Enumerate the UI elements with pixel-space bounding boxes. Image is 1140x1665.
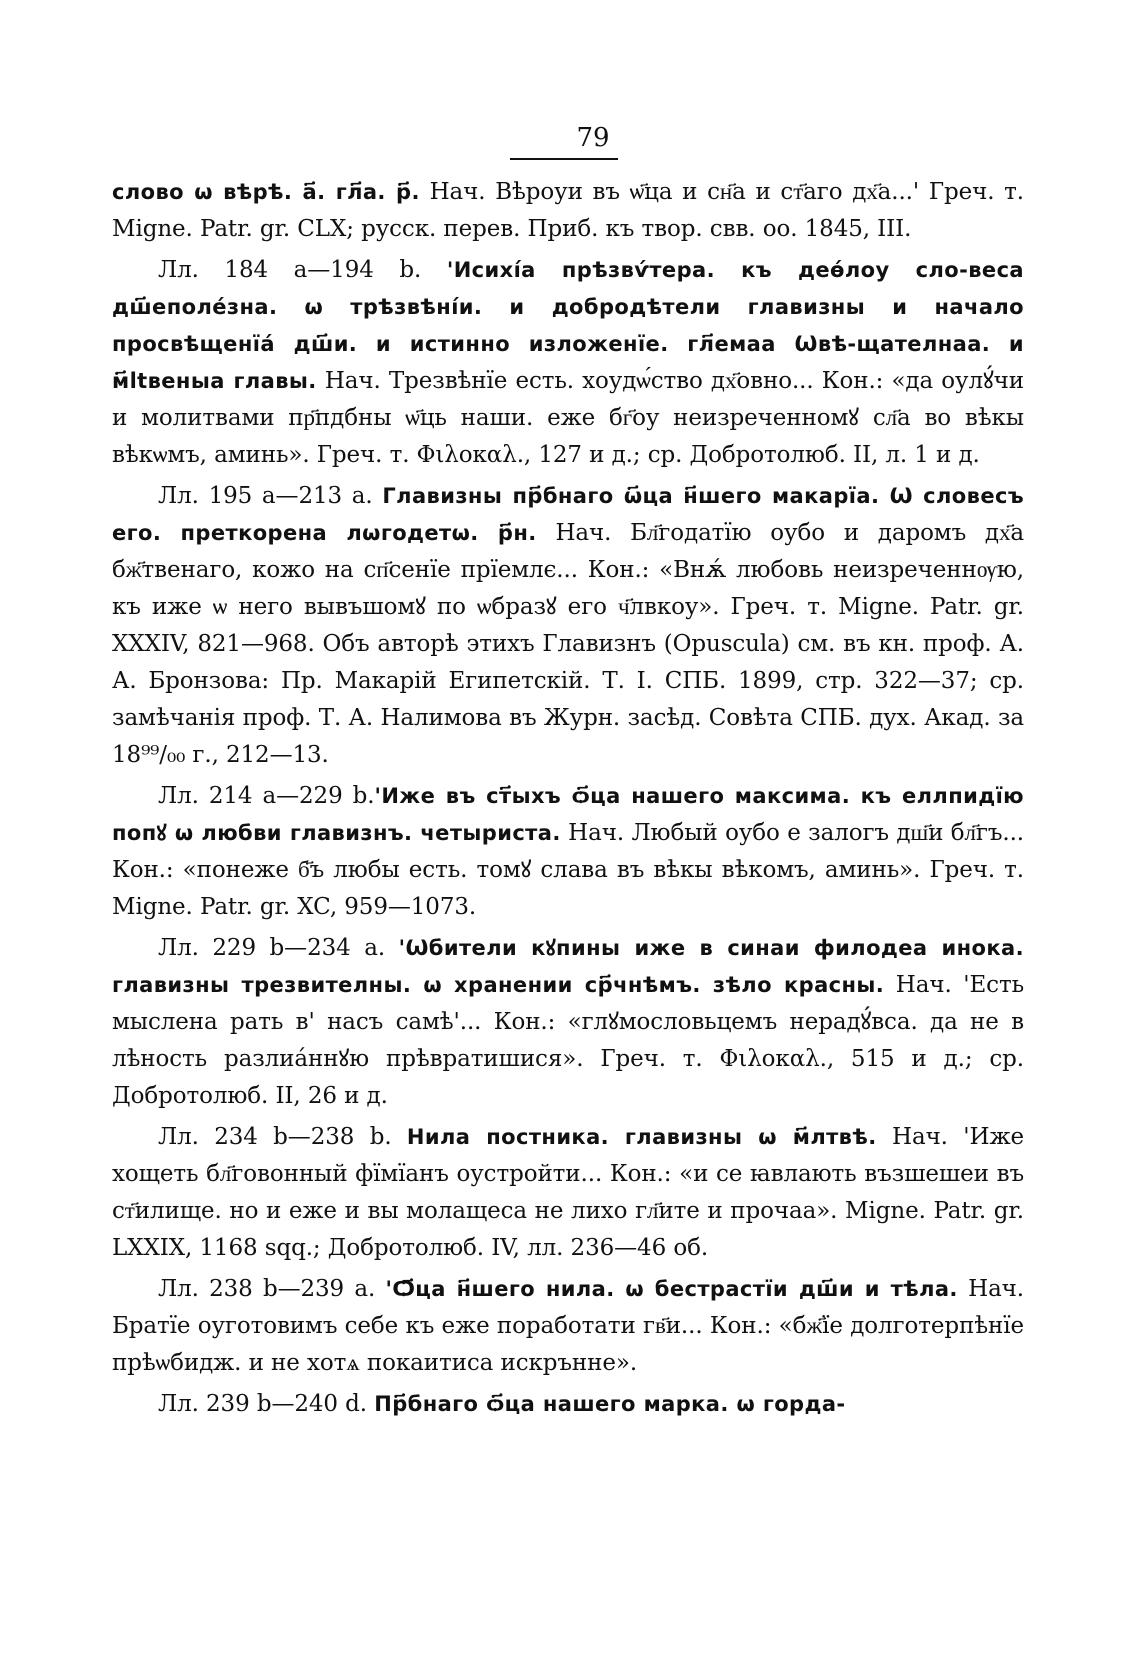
page-number-rule — [510, 158, 618, 160]
folio-range: Лл. 184 a—194 b. — [158, 257, 447, 283]
paragraph-text: Нач. Братїе оуготовимъ себе къ еже поработати гв҃и... Кон.: «бж҃їе долготерпѣнїе прѣѡбидж. и не хотѧ покаитиса искрънне». — [112, 1276, 1024, 1376]
church-slavonic-title: Главизны пр҃бнаго ѡ҃ца н҃шего макарїа. Ѡ словесъ его. преткорена лѡгодетѡ. р҃н. — [112, 484, 1024, 545]
paragraph-7 — [112, 1271, 1024, 1382]
paragraph-8 — [112, 1386, 1024, 1423]
paragraph-5 — [112, 930, 1024, 1115]
paragraph-1 — [112, 174, 1024, 248]
paragraph-text: Нач. Бл҃годатїю оубо и даромъ дх҃а бж҃твенаго, кожо на сп҃сенїе прїемлє... Кон.: «Внѫ́ любовь неизреченнѹю, къ иже ѡ него вывъшомꙋ по ѡбразꙋ его ч҃лвкоу». Греч. т. Migne. Patr. gr. XXXIV, 821—968. Объ авторѣ этихъ Главизнъ (Opuscula) см. въ кн. проф. А. А. Бронзова: Пр. Макарій Египетскій. Т. I. СПБ. 1899, стр. 322—37; ср. замѣчанія проф. Т. А. Налимова въ Журн. засѣд. Совѣта СПБ. дух. Акад. за 18⁹⁹/₀₀ г., 212—13. — [112, 520, 1024, 768]
paragraph-text: Нач. 'Иже хощеть бл҃говонный фїмїанъ оустройти... Кон.: «и се ꙗвлають възшешеи въ ст҃илище. но и еже и вы молащеса не лихо гл҃ите и прочаа». Migne. Patr. gr. LXXIX, 1168 sqq.; Добротолюб. IV, лл. 236—46 об. — [112, 1124, 1025, 1261]
folio-range: Лл. 238 b—239 a. — [158, 1276, 386, 1302]
church-slavonic-title: слово ѡ вѣрѣ. а҃. гл҃а. р҃. — [112, 180, 420, 204]
paragraph-text: Нач. Любый оубо е залогъ дш҃и бл҃гъ... Кон.: «понеже б҃ъ любы есть. томꙋ слава въ вѣкы вѣкомъ, аминь». Греч. т. Migne. Patr. gr. XC, 959—1073. — [112, 820, 1024, 920]
paragraph-2 — [112, 252, 1024, 474]
page — [112, 120, 1024, 1427]
church-slavonic-title: 'Ѻ҃ца н҃шего нила. ѡ бестрастїи дш҃и и тѣла. — [385, 1277, 958, 1301]
paragraph-3 — [112, 478, 1024, 774]
church-slavonic-title: 'Иже въ ст҃ыхъ ѻ҃ца нашего максима. къ еллпидїю попꙋ ѡ любви главизнъ. четыриста. — [112, 784, 1024, 845]
paragraph-6 — [112, 1119, 1024, 1267]
church-slavonic-title: 'Ѡбители кꙋпины иже в синаи филодеа инока. главизны трезвителны. ѡ хранении ср҃чнѣмъ. зѣло красны. — [112, 936, 1024, 997]
paragraph-text: Нач. Трезвѣнїе есть. хоудѡ́ство дх҃овно... Кон.: «да оулꙋ́чи и молитвами пр҃пдбны ѡ҃ць наши. еже бг҃оу неизреченномꙋ сл҃а во вѣкы вѣкѡмъ, аминь». Греч. т. Φιλοκαλ., 127 и д.; ср. Добротолюб. II, л. 1 и д. — [112, 368, 1024, 468]
church-slavonic-title: 'Исихі́а прѣзвѵ́тера. къ деѳ́лоу сло-веса дш҃еполе́зна. ѡ трѣзвѣні́и. и добродѣтели главизны и начало просвѣщенїа́ дш҃и. и истинно изложенїе. гл҃емаа Ѡвѣ-щателнаа. и м҃ltвеныа главы. — [112, 258, 1024, 393]
folio-range: Лл. 234 b—238 b. — [158, 1124, 407, 1150]
page-number: 79 — [576, 123, 610, 153]
church-slavonic-title: Нила постника. главизны ѡ м҃лтвѣ. — [406, 1125, 877, 1149]
paragraph-text: Нач. Вѣроуи въ ѡ҃ца и сн҃а и ст҃аго дх҃а...' Греч. т. Migne. Patr. gr. CLX; русск. перев. Приб. къ твор. свв. оо. 1845, III. — [112, 179, 1024, 242]
folio-range: Лл. 195 a—213 a. — [158, 483, 383, 509]
paragraph-text: Нач. 'Есть мыслена рать в' насъ самѣ'... Кон.: «глꙋмословьцемъ нерадꙋ́вса. да не в лѣность разлиа́ннꙋю прѣвратишися». Греч. т. Φιλοκαλ., 515 и д.; ср. Добротолюб. II, 26 и д. — [112, 972, 1024, 1109]
folio-range: Лл. 239 b—240 d. — [158, 1391, 375, 1417]
folio-range: Лл. 214 a—229 b. — [158, 783, 375, 809]
church-slavonic-title: Пр҃бнаго ѻ҃ца нашего марка. ѡ горда- — [374, 1392, 846, 1416]
paragraph-4 — [112, 778, 1024, 926]
folio-range: Лл. 229 b—234 a. — [158, 935, 399, 961]
